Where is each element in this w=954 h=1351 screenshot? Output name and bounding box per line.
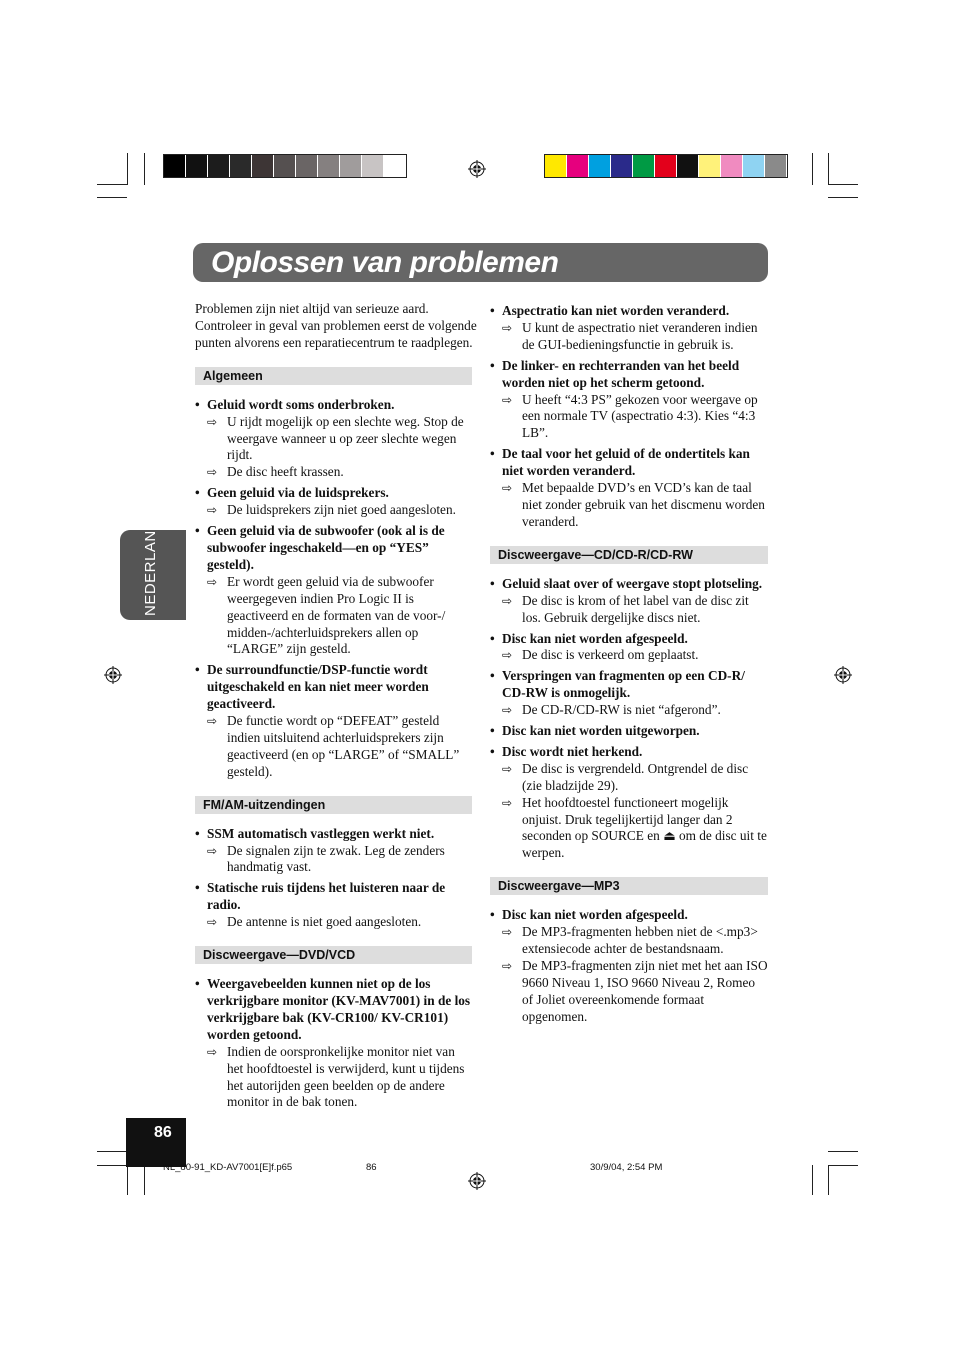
solution-label: Het hoofdtoestel functioneert mogelijk onjuist. Druk tegelijkertijd langer dan 2 seconden op SOURCE en ⏏ om de disc uit te werpen. <box>522 794 767 861</box>
bullet-icon: • <box>195 485 200 501</box>
section-heading: Algemeen <box>195 367 472 385</box>
footer-date: 30/9/04, 2:54 PM <box>590 1162 663 1173</box>
solution-text <box>502 761 768 795</box>
trouble-item <box>195 826 472 877</box>
solution-label: U heeft “4:3 PS” gekozen voor weergave op een normale TV (aspectratio 4:3). Kies “4:3 LB”. <box>522 391 758 441</box>
footer-page: 86 <box>366 1162 377 1173</box>
solution-label: De MP3-fragmenten zijn niet met het aan ISO 9660 Niveau 1, ISO 9660 Niveau 2, Romeo of Joliet overeenkomende formaat opgenomen. <box>522 958 768 1024</box>
right-top-items <box>490 303 768 531</box>
color-swatch <box>677 155 699 177</box>
trouble-item <box>490 446 768 531</box>
registration-mark-icon <box>468 160 486 178</box>
solution-text <box>502 320 768 354</box>
problem-text: Weergavebeelden kunnen niet op de los verkrijgbare monitor (KV-MAV7001) in de los verkrijgbare bak (KV-CR100/ KV-CR101) worden getoond. <box>207 976 471 1042</box>
bullet-icon: • <box>490 357 495 373</box>
color-swatch <box>655 155 677 177</box>
arrow-icon: ⇨ <box>207 714 218 729</box>
problem-text: Geen geluid via de luidsprekers. <box>207 485 389 501</box>
solution-text <box>502 647 768 664</box>
solution-label: De disc heeft krassen. <box>227 464 344 480</box>
problem-text: De taal voor het geluid of de ondertitels kan niet worden veranderd. <box>502 446 750 479</box>
solution-label: De disc is krom of het label van de disc zit los. Gebruik dergelijke discs niet. <box>522 592 749 625</box>
trouble-item <box>490 631 768 665</box>
color-swatch <box>743 155 765 177</box>
language-tab <box>120 508 186 620</box>
problem-text: Aspectratio kan niet worden veranderd. <box>502 303 730 318</box>
color-swatch <box>296 155 318 177</box>
solution-label: De disc is verkeerd om geplaatst. <box>522 647 699 663</box>
problem-text: SSM automatisch vastleggen werkt niet. <box>207 825 435 841</box>
bullet-icon: • <box>195 396 200 412</box>
problem-text: Geluid wordt soms onderbroken. <box>207 396 395 412</box>
color-swatch <box>318 155 340 177</box>
arrow-icon: ⇨ <box>207 915 218 930</box>
section-heading: Discweergave—DVD/VCD <box>195 946 472 964</box>
color-swatch <box>230 155 252 177</box>
bullet-icon: • <box>490 668 495 684</box>
trouble-item <box>195 397 472 482</box>
registration-mark-icon <box>104 666 122 684</box>
solution-text <box>502 480 768 531</box>
arrow-icon: ⇨ <box>502 481 513 496</box>
trouble-item <box>195 880 472 931</box>
problem-text: Geen geluid via de subwoofer (ook al is de subwoofer ingeschakeld—en op “YES” gesteld). <box>207 523 445 572</box>
page-title-bar <box>193 243 768 282</box>
arrow-icon: ⇨ <box>207 465 218 480</box>
registration-mark-icon <box>468 1172 486 1190</box>
solution-text <box>207 914 472 931</box>
solution-label: De MP3-fragmenten hebben niet de <.mp3> extensiecode achter de bestandsnaam. <box>522 924 758 957</box>
bullet-icon: • <box>490 743 495 759</box>
right-sections <box>490 546 768 1026</box>
trouble-item <box>195 662 472 780</box>
arrow-icon: ⇨ <box>502 925 513 940</box>
arrow-icon: ⇨ <box>502 593 513 608</box>
color-swatch <box>633 155 655 177</box>
color-swatch <box>589 155 611 177</box>
solution-text <box>207 414 472 465</box>
bullet-icon: • <box>195 523 200 539</box>
solution-text <box>502 392 768 443</box>
problem-text: Statische ruis tijdens het luisteren naar de radio. <box>207 880 446 913</box>
arrow-icon: ⇨ <box>502 392 513 407</box>
color-swatch <box>340 155 362 177</box>
page-number: 86 <box>154 1124 172 1141</box>
solution-label: De CD-R/CD-RW is niet “afgerond”. <box>522 702 721 718</box>
trouble-item <box>490 723 768 740</box>
registration-mark-icon <box>834 666 852 684</box>
solution-label: U kunt de aspectratio niet veranderen indien de GUI-bedieningsfunctie in gebruik is. <box>522 319 758 352</box>
arrow-icon: ⇨ <box>502 320 513 335</box>
problem-text: Verspringen van fragmenten op een CD-R/ CD-RW is onmogelijk. <box>502 668 745 701</box>
section-heading: FM/AM-uitzendingen <box>195 796 472 814</box>
problem-text: Geluid slaat over of weergave stopt plotseling. <box>502 575 763 591</box>
right-column <box>490 303 768 1030</box>
trouble-item <box>490 744 768 862</box>
color-swatch <box>186 155 208 177</box>
solution-label: Indien de oorspronkelijke monitor niet van het hoofdtoestel is verwijderd, kunt u tijdens het autorijden geen beelden op de andere monitor in de bak tonen. <box>227 1043 465 1110</box>
left-sections <box>195 367 472 1112</box>
color-swatch <box>699 155 721 177</box>
arrow-icon: ⇨ <box>207 1044 218 1059</box>
gray-swatch-strip <box>163 154 407 178</box>
color-swatch-strip <box>544 154 788 178</box>
bullet-icon: • <box>490 446 495 462</box>
solution-label: Er wordt geen geluid via de subwoofer weergegeven indien Pro Logic II is geactiveerd en de formaten van de voor-/ midden-/achterluidsprekers allen op “LARGE” zijn gesteld. <box>227 573 446 657</box>
bullet-icon: • <box>490 303 495 318</box>
color-swatch <box>252 155 274 177</box>
color-swatch <box>164 155 186 177</box>
problem-text: Disc kan niet worden afgespeeld. <box>502 907 688 923</box>
solution-text <box>207 574 472 659</box>
solution-label: De disc is vergrendeld. Ontgrendel de disc (zie bladzijde 29). <box>522 760 749 793</box>
bullet-icon: • <box>490 907 495 923</box>
solution-label: De luidsprekers zijn niet goed aangesloten. <box>227 502 456 518</box>
bullet-icon: • <box>490 630 495 646</box>
page-number-box <box>126 1118 186 1167</box>
color-swatch <box>362 155 384 177</box>
page-title: Oplossen van problemen <box>211 246 559 279</box>
bullet-icon: • <box>195 662 200 678</box>
solution-text <box>502 702 768 719</box>
color-swatch <box>721 155 743 177</box>
solution-text <box>207 1044 472 1112</box>
bullet-icon: • <box>195 825 200 841</box>
solution-text <box>502 958 768 1026</box>
arrow-icon: ⇨ <box>502 648 513 663</box>
section-heading: Discweergave—CD/CD-R/CD-RW <box>490 546 768 564</box>
solution-text <box>502 795 768 863</box>
section-heading: Discweergave—MP3 <box>490 877 768 895</box>
left-column <box>195 301 477 1115</box>
solution-label: De antenne is niet goed aangesloten. <box>227 914 422 930</box>
solution-label: De functie wordt op “DEFEAT” gesteld indien uitsluitend achterluidsprekers zijn geactiveerd (en op “LARGE” of “SMALL” gesteld). <box>227 713 460 779</box>
problem-text: De linker- en rechterranden van het beeld worden niet op het scherm getoond. <box>502 357 740 390</box>
color-swatch <box>384 155 406 177</box>
arrow-icon: ⇨ <box>207 414 218 429</box>
language-tab-label: NEDERLANDS <box>142 508 159 616</box>
bullet-icon: • <box>490 723 495 739</box>
arrow-icon: ⇨ <box>502 795 513 810</box>
problem-text: Disc wordt niet herkend. <box>502 743 643 759</box>
trouble-item <box>195 976 472 1111</box>
intro-paragraph: Problemen zijn niet altijd van serieuze aard. Controleer in geval van problemen eerst de volgende punten alvorens een reparatiecentrum te raadplegen. <box>195 301 477 350</box>
color-swatch <box>567 155 589 177</box>
solution-text <box>502 924 768 958</box>
footer-file: NL_80-91_KD-AV7001[E]f.p65 <box>163 1162 293 1173</box>
trouble-item <box>195 485 472 519</box>
color-swatch <box>765 155 787 177</box>
color-swatch <box>611 155 633 177</box>
problem-text: Disc kan niet worden afgespeeld. <box>502 630 688 646</box>
arrow-icon: ⇨ <box>502 703 513 718</box>
bullet-icon: • <box>195 976 200 992</box>
bullet-icon: • <box>490 575 495 591</box>
arrow-icon: ⇨ <box>502 959 513 973</box>
trouble-item <box>490 668 768 719</box>
color-swatch <box>545 155 567 177</box>
solution-text <box>207 843 472 877</box>
color-swatch <box>274 155 296 177</box>
solution-label: Met bepaalde DVD’s en VCD’s kan de taal niet zonder gebruik van het discmenu worden veranderd. <box>522 480 765 529</box>
solution-label: U rijdt mogelijk op een slechte weg. Stop de weergave wanneer u op zeer slechte wegen rijdt. <box>227 413 464 463</box>
bullet-icon: • <box>195 880 200 896</box>
arrow-icon: ⇨ <box>207 503 218 518</box>
solution-text <box>207 502 472 519</box>
solution-text <box>207 713 472 781</box>
color-swatch <box>208 155 230 177</box>
trouble-item <box>490 907 768 1025</box>
trouble-item <box>490 303 768 354</box>
solution-text <box>207 464 472 481</box>
arrow-icon: ⇨ <box>207 843 218 858</box>
trouble-item <box>195 523 472 658</box>
trouble-item <box>490 358 768 443</box>
problem-text: De surroundfunctie/DSP-functie wordt uitgeschakeld en kan niet meer worden geactiveerd. <box>207 662 429 712</box>
arrow-icon: ⇨ <box>207 574 218 589</box>
solution-text <box>502 593 768 627</box>
arrow-icon: ⇨ <box>502 761 513 776</box>
trouble-item <box>490 576 768 627</box>
problem-text: Disc kan niet worden uitgeworpen. <box>502 723 700 739</box>
solution-label: De signalen zijn te zwak. Leg de zenders handmatig vast. <box>227 842 445 875</box>
